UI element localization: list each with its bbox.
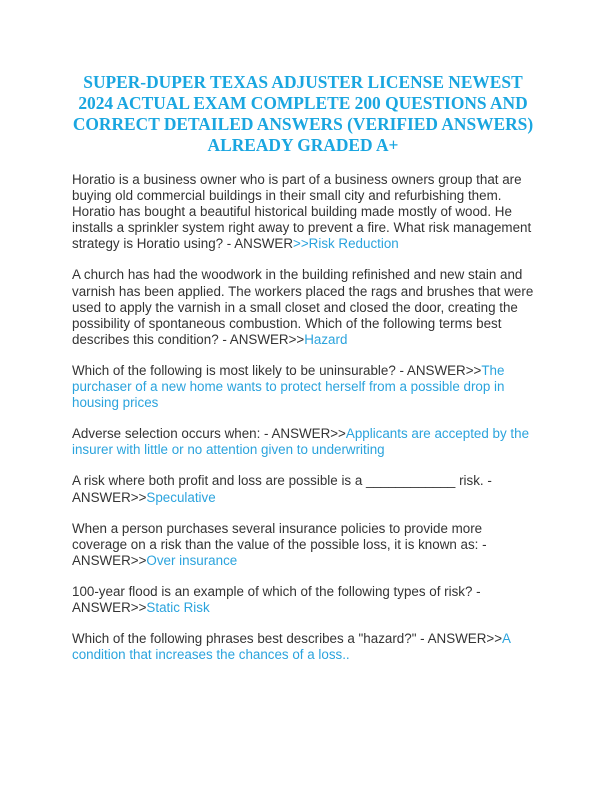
- qa-item: [72, 172, 534, 252]
- answer-text: A condition that increases the chances of a loss..: [72, 631, 511, 663]
- qa-item: [72, 631, 534, 663]
- answer-text: Hazard: [304, 331, 348, 347]
- question-text: A risk where both profit and loss are possible is a ____________ risk. - ANSWER>>: [72, 473, 492, 505]
- question-text: Which of the following phrases best describes a "hazard?" - ANSWER>>: [72, 631, 503, 647]
- answer-text: >>Risk Reduction: [293, 236, 399, 252]
- document-title: SUPER-DUPER TEXAS ADJUSTER LICENSE NEWEST 2024 ACTUAL EXAM COMPLETE 200 QUESTIONS AND CORRECT DETAILED ANSWERS (VERIFIED ANSWERS) ALREADY GRADED A+: [72, 72, 534, 155]
- answer-text: Speculative: [146, 489, 216, 505]
- qa-item: [72, 267, 534, 347]
- answer-text: Static Risk: [146, 599, 210, 615]
- qa-item: [72, 426, 534, 458]
- answer-text: The purchaser of a new home wants to protect herself from a possible drop in housing prices: [72, 362, 505, 411]
- question-text: Adverse selection occurs when: - ANSWER>>: [72, 426, 346, 442]
- qa-item: [72, 521, 534, 569]
- qa-item: [72, 473, 534, 505]
- question-text: When a person purchases several insurance policies to provide more coverage on a risk than the value of the possible loss, it is known as: - ANSWER>>: [72, 520, 487, 568]
- question-text: Horatio is a business owner who is part of a business owners group that are buying old commercial buildings in their small city and refurbishing them. Horatio has bought a beautiful historical building made mostly of wood. He installs a sprinkler system right away to prevent a fire. What risk management strategy is Horatio using? - ANSWER: [72, 172, 532, 252]
- document-page: [72, 72, 534, 678]
- qa-item: [72, 584, 534, 616]
- question-text: 100-year flood is an example of which of the following types of risk? - ANSWER>>: [72, 583, 481, 615]
- question-text: A church has had the woodwork in the building refinished and new stain and varnish has been applied. The workers placed the rags and brushes that were used to apply the varnish in a small closet and closed the door, creating the possibility of spontaneous combustion. Which of the following terms best describes this condition? - ANSWER>>: [72, 267, 534, 347]
- answer-text: Over insurance: [146, 552, 238, 568]
- answer-text: Applicants are accepted by the insurer with little or no attention given to underwriting: [72, 426, 530, 458]
- qa-item: [72, 363, 534, 411]
- question-text: Which of the following is most likely to be uninsurable? - ANSWER>>: [72, 362, 482, 378]
